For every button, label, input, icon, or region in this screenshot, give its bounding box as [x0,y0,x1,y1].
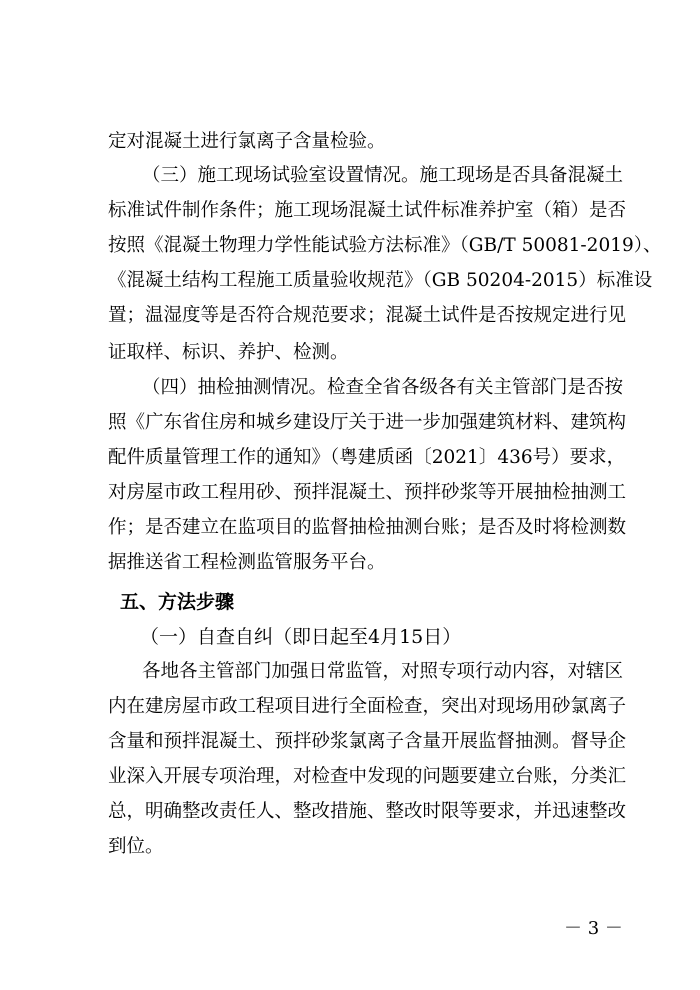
text-line: 作；是否建立在监项目的监督抽检抽测台账；是否及时将检测数 [108,517,627,538]
text-line: 各地各主管部门加强日常监管，对照专项行动内容，对辖区 [142,661,624,682]
text-line: （四）抽检抽测情况。检查全省各级各有关主管部门是否按 [142,377,624,398]
section-heading: 五、方法步骤 [120,591,235,613]
text-line: 按照《混凝土物理力学性能试验方法标准》（GB/T 50081-2019）、 [108,235,662,256]
text-line: 对房屋市政工程用砂、预拌混凝土、预拌砂浆等开展抽检抽测工 [108,482,627,503]
text-line: 证取样、标识、养护、检测。 [108,342,349,363]
text-line: 定对混凝土进行氯离子含量检验。 [108,131,386,152]
subsection-heading: （一）自查自纠（即日起至4月15日） [140,626,462,648]
text-line: 到位。 [108,836,164,857]
text-line: 业深入开展专项治理，对检查中发现的问题要建立台账，分类汇 [108,766,627,787]
text-line: 配件质量管理工作的通知》（粤建质函〔2021〕436号）要求， [108,447,626,468]
text-line: 据推送省工程检测监管服务平台。 [108,552,386,573]
text-line: （三）施工现场试验室设置情况。施工现场是否具备混凝土 [142,165,624,186]
text-line: 内在建房屋市政工程项目进行全面检查，突出对现场用砂氯离子 [108,696,627,717]
text-line: 《混凝土结构工程施工质量验收规范》（GB 50204-2015）标准设 [108,270,653,291]
text-line: 照《广东省住房和城乡建设厅关于进一步加强建筑材料、建筑构 [108,412,627,433]
page-number: － 3 － [564,918,623,939]
text-line: 总，明确整改责任人、整改措施、整改时限等要求，并迅速整改 [108,801,627,822]
text-line: 含量和预拌混凝土、预拌砂浆氯离子含量开展监督抽测。督导企 [108,731,627,752]
text-line: 标准试件制作条件；施工现场混凝土试件标准养护室（箱）是否 [108,200,627,221]
text-line: 置；温湿度等是否符合规范要求；混凝土试件是否按规定进行见 [108,305,627,326]
